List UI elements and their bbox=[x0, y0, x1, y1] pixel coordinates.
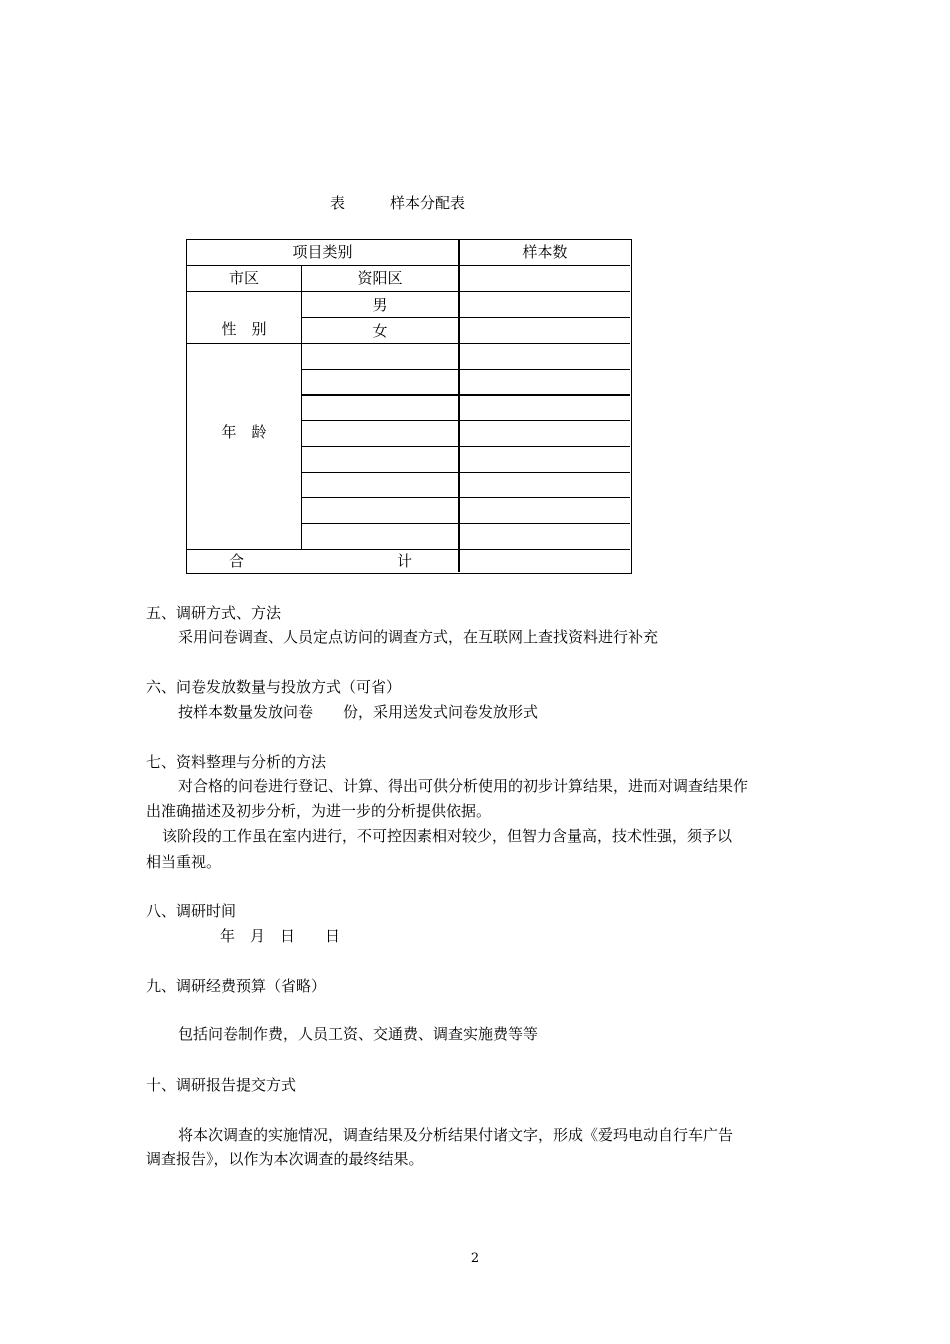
table-caption-prefix: 表 bbox=[330, 194, 346, 212]
gender-male: 男 bbox=[372, 296, 388, 314]
total-label-left: 合 bbox=[229, 552, 245, 570]
section-5-title: 五、调研方式、方法 bbox=[146, 604, 282, 622]
section-9-title: 九、调研经费预算（省略） bbox=[146, 977, 327, 995]
header-category: 项目类别 bbox=[292, 243, 353, 261]
section-7-title: 七、资料整理与分析的方法 bbox=[146, 753, 327, 771]
section-6-title: 六、问卷发放数量与投放方式（可省） bbox=[146, 678, 402, 696]
table-caption-title: 样本分配表 bbox=[390, 194, 466, 212]
section-7-p2-line2: 相当重视。 bbox=[146, 853, 222, 871]
section-10-line2: 调查报告》，以作为本次调查的最终结果。 bbox=[146, 1150, 424, 1168]
section-7-p2-line1: 该阶段的工作虽在室内进行，不可控因素相对较少，但智力含量高，技术性强，须予以 bbox=[162, 827, 733, 845]
gender-female: 女 bbox=[372, 322, 388, 340]
section-5-body: 采用问卷调查、人员定点访问的调查方式，在互联网上查找资料进行补充 bbox=[178, 628, 659, 646]
section-7-p1-line2: 出准确描述及初步分析，为进一步的分析提供依据。 bbox=[146, 802, 492, 820]
section-6-body: 按样本数量发放问卷 份，采用送发式问卷发放形式 bbox=[178, 703, 539, 721]
section-10-line1: 将本次调查的实施情况，调查结果及分析结果付诸文字，形成《爱玛电动自行车广告 bbox=[178, 1126, 734, 1144]
sample-allocation-table bbox=[186, 239, 632, 574]
section-8-body: 年 月 日 日 bbox=[220, 927, 341, 945]
section-10-title: 十、调研报告提交方式 bbox=[146, 1076, 297, 1094]
section-7-p1-line1: 对合格的问卷进行登记、计算、得出可供分析使用的初步计算结果，进而对调查结果作 bbox=[178, 777, 749, 795]
row-city-label: 市区 bbox=[228, 269, 259, 287]
page-number: 2 bbox=[470, 1251, 480, 1266]
section-8-title: 八、调研时间 bbox=[146, 902, 237, 920]
section-9-body: 包括问卷制作费，人员工资、交通费、调查实施费等等 bbox=[178, 1025, 539, 1043]
total-label-right: 计 bbox=[397, 552, 413, 570]
gender-label: 性 别 bbox=[221, 320, 267, 338]
age-label: 年 龄 bbox=[221, 423, 267, 441]
row-city-value: 资阳区 bbox=[357, 269, 403, 287]
header-sample-count: 样本数 bbox=[522, 243, 568, 261]
